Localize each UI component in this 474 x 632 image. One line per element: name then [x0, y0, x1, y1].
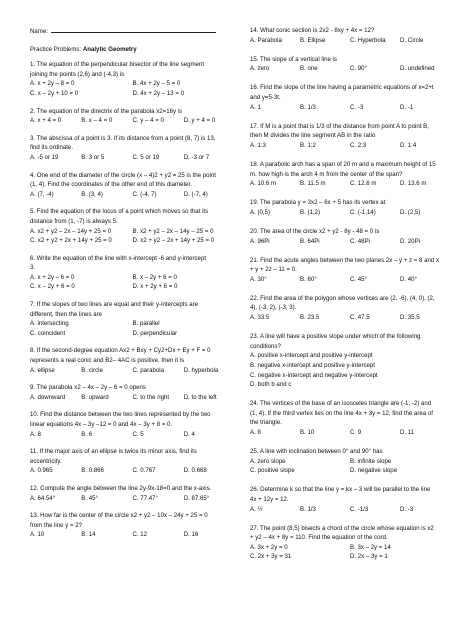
question-item [250, 256, 450, 285]
answer-option: B. (1,2) [300, 208, 320, 216]
answer-option: C. 12 [132, 531, 148, 539]
answer-option: A. 8 [30, 430, 41, 438]
answer-option: D. x + 2y + 6 = 0 [132, 283, 178, 291]
answer-option: B. one [300, 65, 318, 73]
answer-options [30, 494, 235, 504]
answer-option: D. 4 [183, 430, 195, 438]
answer-options [250, 237, 450, 247]
answer-option: B. 64Pi [300, 237, 320, 245]
answer-option: C. -3 [350, 103, 364, 111]
question-item [250, 524, 450, 562]
answer-option: A. downward [30, 393, 66, 401]
answer-option: D. 2x – 3y = 1 [350, 553, 388, 561]
left-question-list [30, 60, 235, 540]
answer-option: D. y + 4 = 0 [183, 117, 216, 125]
question-text: 27. The point (8,5) bisects a chord of the circle whose equation is x2 + y2 – 4x + 8y = 110. Find the equation of the cord. [250, 524, 434, 542]
answer-options [30, 466, 235, 476]
answer-option: B. infinite slope [350, 457, 392, 465]
answer-option: C. coincident [30, 329, 66, 337]
answer-option: C. 0.767 [132, 467, 156, 475]
answer-option: B. 4x + 2y – 5 = 0 [132, 80, 181, 88]
answer-option: A. x + 2y – 6 = 0 [30, 273, 75, 281]
answer-option: A. 96Pi [250, 237, 270, 245]
answer-option: B. circle [81, 366, 103, 374]
answer-option: B. 10 [300, 429, 315, 436]
answer-option: C. x2 + y2 + 2x + 14y + 25 = 0 [30, 237, 112, 245]
answer-option: B. x – 4 = 0 [81, 117, 113, 125]
answer-option: C. 2:3 [350, 141, 367, 149]
question-text: 9. The parabola x2 – 4x – 2y – 6 = 0 opens [30, 384, 146, 392]
answer-option: D. both b and c [250, 381, 292, 389]
answer-options [250, 36, 450, 46]
answer-options [30, 190, 235, 200]
answer-option: C. y – 4 = 0 [132, 117, 164, 125]
question-text: 25. A line with inclination between 0° and 90° has [250, 448, 383, 456]
answer-options [30, 319, 235, 338]
answer-options [250, 313, 450, 323]
question-text: 5. Find the equation of the locus of a point which moves so that its distance from (1, -7) is always 5. [30, 208, 209, 225]
question-item [250, 55, 450, 74]
answer-option: A. 8 [250, 429, 261, 436]
answer-options [250, 457, 450, 476]
answer-options [250, 64, 450, 74]
answer-option: B. 11.5 m [300, 180, 326, 188]
answer-option: D. undefined [400, 65, 435, 73]
answer-option: B. 45° [81, 494, 98, 502]
answer-option: C. 9 [350, 429, 362, 436]
answer-option: D. 20Pi [400, 237, 420, 245]
answer-option: A. Parabola [250, 36, 282, 44]
answer-option: A. 3x + 2y = 0 [250, 543, 288, 551]
question-text: 20. The area of the circle x2 + y2 - 8y - 48 = 0 is [250, 227, 380, 235]
answer-options [30, 79, 235, 98]
answer-option: A. 0.965 [30, 467, 53, 475]
answer-option: B. 0.866 [81, 467, 104, 475]
answer-option: B. x2 + y2 – 2x – 14y – 25 = 0 [132, 227, 214, 235]
answer-option: C. 2x + 3y = 31 [250, 553, 292, 561]
question-text: 12. Compute the angle between the line 2y-9x-18=0 and the x-axis. [30, 484, 212, 492]
question-item [30, 254, 235, 292]
answer-option: C. Hyperbola [350, 36, 386, 44]
question-text: 21. Find the acute angles between the two planes 2x – y + z = 8 and x + y + 2z – 11 = 0. [250, 256, 440, 274]
answer-option: A. x + 4 = 0 [30, 117, 62, 125]
question-text: 22. Find the area of the polygon whose vertices are (2, -6), (4, 0), (2, 4), (-3, 2), (-3, 3). [250, 294, 435, 312]
answer-option: A. (0,5) [250, 208, 270, 216]
answer-option: D. 1:4 [400, 141, 417, 149]
answer-option: C. 5 or 19 [132, 153, 160, 161]
question-item [30, 383, 235, 402]
answer-option: D. perpendicular [132, 329, 178, 337]
question-item [250, 485, 450, 514]
answer-option: C. positive slope [250, 467, 295, 475]
answer-option: B. (3, 4) [81, 190, 103, 198]
answer-option: D. negative slope [350, 467, 398, 475]
question-text: 23. A line will have a positive slope under which of the following conditions? [250, 333, 421, 350]
answer-option: C. (-4, 7) [132, 190, 157, 198]
answer-option: B. negative x-intercept and positive y-intercept [250, 361, 375, 369]
question-item [250, 122, 450, 151]
answer-option: D. 0.668 [183, 467, 207, 475]
left-column [30, 26, 235, 548]
answer-options [30, 153, 235, 163]
answer-option: B. 1:2 [300, 141, 316, 149]
answer-option: B. 60° [300, 275, 317, 283]
answer-option: A. x + 2y – 8 = 0 [30, 80, 75, 88]
answer-option: A. ½ [250, 505, 263, 513]
question-text: 17. If M is a point that is 1/3 of the distance from point A to point B, then M divides the line segment AB in the ratio [250, 122, 429, 140]
question-item [250, 160, 450, 189]
question-text: 18. A parabolic arch has a span of 20 m and a maximum height of 15 m. how high is the arch 4 m from the center of the span? [250, 160, 436, 178]
question-item [30, 410, 235, 439]
name-label: Name: [30, 28, 48, 35]
answer-options [250, 505, 450, 515]
name-blank-line[interactable] [51, 26, 216, 33]
question-item [250, 227, 450, 246]
question-item [250, 447, 450, 476]
question-item [30, 346, 235, 375]
question-item [250, 399, 450, 437]
answer-option: B. parallel [132, 320, 160, 328]
answer-option: A. 1:3 [250, 141, 266, 149]
right-column [250, 26, 450, 572]
answer-option: D. 11 [400, 429, 415, 436]
answer-options [30, 530, 235, 540]
answer-options [30, 393, 235, 403]
answer-option: A. positive x-intercept and positive y-intercept [250, 352, 373, 360]
answer-option: D. (2,5) [400, 208, 421, 216]
answer-option: D. x2 + y2 – 2x + 14y + 25 = 0 [132, 237, 215, 245]
answer-option: D. 16 [183, 531, 199, 539]
answer-option: C. 48Pi [350, 237, 370, 245]
answer-options [30, 227, 235, 246]
question-text: 26. Determine k so that the line y = kx – 3 will be parallel to the line 4x + 12y = 12. [250, 486, 431, 503]
answer-options [250, 141, 450, 151]
answer-options [30, 430, 235, 440]
question-text: 14. What conic section is 2x2 - 8xy + 4x = 12? [250, 27, 375, 34]
question-item [30, 300, 235, 338]
question-text: 24. The vertices of the base of an isosceles triangle are (-1, -2) and (1, 4). If the third vertex lies on the line 4x + 3y = 12, find the area of the triangle. [250, 400, 433, 427]
answer-option: C. 12.6 m [350, 180, 377, 188]
right-question-list [250, 26, 450, 562]
answer-option: A. intersecting [30, 320, 69, 328]
answer-option: A. 64.54° [30, 494, 56, 502]
question-text: 11. If the major axis of an ellipse is twice its minor axis, find its eccentricity. [30, 448, 197, 465]
answer-option: D. 13.6 m [400, 180, 427, 188]
answer-options [250, 179, 450, 189]
question-text: 15. The slope of a vertical line is [250, 55, 337, 63]
answer-option: D. -3 or 7 [183, 153, 210, 161]
answer-option: A. x2 + y2 – 2x – 14y + 25 = 0 [30, 227, 112, 235]
answer-option: C. negative x-intercept and negative y-intercept [250, 371, 378, 379]
answer-option: A. 33.5 [250, 314, 270, 322]
answer-option: B. 1/3 [300, 505, 316, 513]
question-text: 13. How far is the center of the circle x2 + y2 – 10x – 24y + 25 = 0 from the line y = 2? [30, 512, 208, 529]
answer-option: D. 87.65° [183, 494, 210, 502]
question-item [30, 171, 235, 200]
answer-option: D. hyperbola [183, 366, 219, 374]
answer-option: A. zero [250, 65, 270, 73]
answer-option: C. 5 [132, 430, 144, 438]
answer-option: C. 45° [350, 275, 368, 283]
answer-option: B. 6 [81, 430, 93, 438]
question-item [30, 484, 235, 503]
answer-option: D. -1 [400, 103, 414, 111]
answer-option: C. parabola [132, 366, 165, 374]
answer-option: C. (-1,14) [350, 208, 376, 216]
answer-option: B. x – 2y + 6 = 0 [132, 273, 177, 281]
answer-option: D. 35.5 [400, 314, 420, 322]
question-text: 1. The equation of the perpendicular bisector of the line segment joining the points (2,6) and (-4,3) is [30, 61, 205, 78]
question-text: 3. The abscissa of a point is 3. If its distance from a point (8, 7) is 13, find its ordinate. [30, 134, 216, 152]
title-subject: Analytic Geometry [82, 45, 137, 53]
question-item [30, 107, 235, 126]
answer-option: C. to the right [132, 393, 170, 401]
answer-option: A. 10.6 m [250, 180, 277, 188]
question-item [30, 207, 235, 245]
question-item [30, 134, 235, 163]
answer-option: C. -1/3 [350, 505, 369, 513]
question-text: 7. If the slopes of two lines are equal and their y-intercepts are different, then the lines are [30, 301, 199, 318]
answer-options [250, 103, 450, 113]
question-item [250, 294, 450, 323]
question-item [30, 511, 235, 540]
answer-options [250, 275, 450, 285]
answer-option: A. -5 or 19 [30, 153, 59, 161]
page-title [30, 45, 235, 55]
name-field [30, 26, 235, 37]
question-text: 6. Write the equation of the line with x-intercept -6 and y-intercept 3. [30, 254, 207, 272]
answer-option: B. 1/3 [300, 103, 316, 111]
question-text: 4. One end of the diameter of the circle (x – 4)2 + y2 = 25 is the point (1, 4). Find the coordinates of the other end of this diameter. [30, 171, 216, 189]
title-prefix: Practice Problems: [30, 45, 83, 53]
answer-option: A. 1 [250, 103, 261, 111]
question-item [250, 26, 450, 45]
answer-option: B. 3 or 5 [81, 153, 105, 161]
answer-option: A. 10 [30, 531, 45, 539]
answer-option: B. 14 [81, 531, 96, 539]
question-item [250, 332, 450, 390]
answer-option: A. (7, -4) [30, 190, 54, 198]
question-text: 10. Find the distance between the two lines represented by the two linear equations 4x – 3y –12 = 0 and 4x – 3y + 8 = 0. [30, 411, 211, 428]
answer-option: A. ellipse [30, 366, 55, 374]
question-item [250, 83, 450, 112]
answer-option: B. 23.5 [300, 314, 320, 322]
answer-option: D. to the left [183, 393, 217, 401]
answer-options [30, 116, 235, 126]
question-text: 8. If the second-degree equation Ax2 + Bxy + Cy2+Dx + Ey + F = 0 represents a real conic and B2– 4AC is positive, then it is [30, 347, 211, 365]
answer-options [250, 208, 450, 218]
answer-options [30, 366, 235, 376]
answer-option: C. 90° [350, 65, 368, 73]
question-item [30, 60, 235, 98]
answer-option: C. x – 2y + 6 = 0 [30, 283, 75, 291]
answer-option: D. Circle [400, 36, 424, 44]
answer-option: C. 47.5 [350, 314, 370, 322]
answer-option: B. upward [81, 393, 109, 401]
question-item [30, 447, 235, 476]
answer-option: A. 30° [250, 275, 267, 283]
answer-option: D. 40° [400, 275, 418, 283]
answer-option: B. Ellipse [300, 36, 326, 44]
answer-options [250, 543, 450, 562]
question-text: 19. The parabola y = 3x2 – 6x + 5 has its vertex at [250, 199, 386, 207]
answer-options [250, 351, 450, 389]
answer-option: C. x – 2y + 10 = 0 [30, 89, 79, 97]
question-item [250, 198, 450, 217]
answer-options [30, 273, 235, 292]
answer-option: B. 3x – 2y = 14 [350, 543, 391, 551]
answer-option: D. -3 [400, 505, 414, 513]
answer-option: A. zero slope [250, 457, 286, 465]
answer-options [250, 428, 450, 438]
question-text: 16. Find the slope of the line having a parametric equations of x=2+t and y=5-3t. [250, 84, 434, 101]
answer-option: D. (-7, 4) [183, 190, 208, 198]
question-text: 2. The equation of the directrix of the parabola x2=16y is [30, 107, 183, 115]
answer-option: C. 77.47° [132, 494, 158, 502]
answer-option: D. 4x + 2y – 13 = 0 [132, 89, 184, 97]
